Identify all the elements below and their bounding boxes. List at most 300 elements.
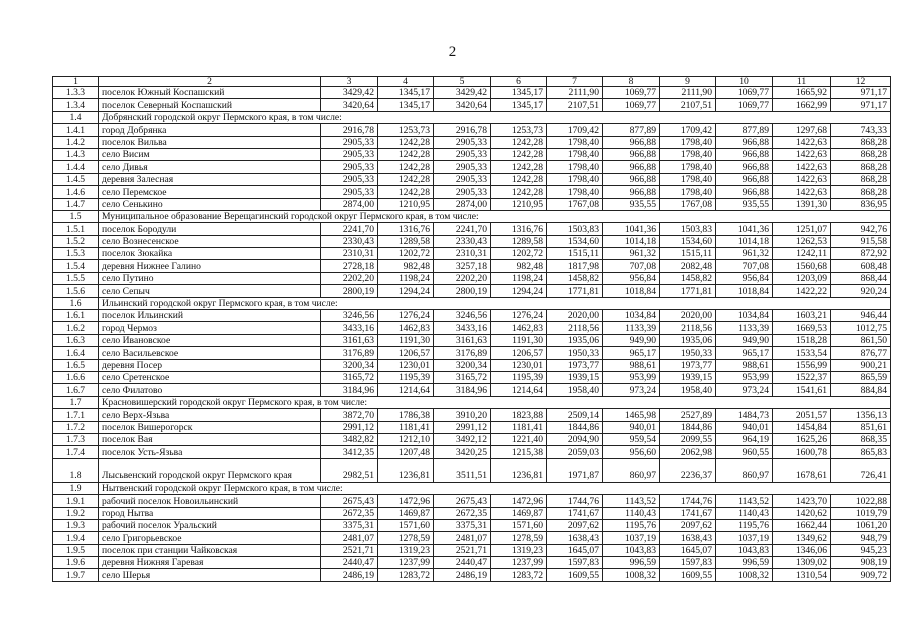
value-cell: 1069,77 [716, 87, 773, 99]
value-cell: 3165,72 [434, 371, 491, 383]
value-cell: 953,99 [603, 371, 660, 383]
settlement-name: село Григорьевское [99, 532, 321, 544]
value-cell: 3910,20 [434, 409, 491, 421]
table-row [53, 148, 891, 160]
row-code: 1.6.3 [53, 334, 99, 346]
settlement-name: село Перемское [99, 186, 321, 198]
table-row [53, 272, 891, 284]
value-cell: 1678,61 [773, 458, 831, 482]
value-cell: 945,23 [831, 544, 891, 556]
value-cell: 877,89 [603, 124, 660, 136]
value-cell: 961,32 [716, 248, 773, 260]
value-cell: 940,01 [603, 421, 660, 433]
value-cell: 961,32 [603, 248, 660, 260]
value-cell: 956,84 [716, 272, 773, 284]
value-cell: 861,50 [831, 334, 891, 346]
table-row [53, 186, 891, 198]
value-cell: 2330,43 [321, 235, 378, 247]
value-cell: 1458,82 [660, 272, 716, 284]
value-cell: 2527,89 [660, 409, 716, 421]
table-body [53, 77, 891, 582]
value-cell: 1462,83 [378, 322, 434, 334]
table-row [53, 458, 891, 482]
value-cell: 2062,98 [660, 446, 716, 458]
value-cell: 2991,12 [321, 421, 378, 433]
value-cell: 1798,40 [547, 148, 603, 160]
value-cell: 1609,55 [547, 569, 603, 581]
value-cell: 868,35 [831, 433, 891, 445]
row-code: 1.9.4 [53, 532, 99, 544]
value-cell: 1242,28 [491, 186, 547, 198]
value-cell: 1638,43 [660, 532, 716, 544]
row-code: 1.9.3 [53, 519, 99, 531]
section-row [53, 482, 891, 494]
header-row [53, 77, 891, 87]
settlement-name: город Нытва [99, 507, 321, 519]
value-cell: 3420,64 [434, 99, 491, 111]
value-cell: 1356,13 [831, 409, 891, 421]
value-cell: 1143,52 [716, 495, 773, 507]
table-row [53, 198, 891, 210]
value-cell: 1971,87 [547, 458, 603, 482]
value-cell: 1935,06 [547, 334, 603, 346]
value-cell: 3176,89 [321, 347, 378, 359]
row-code: 1.7.3 [53, 433, 99, 445]
value-cell: 1767,08 [660, 198, 716, 210]
value-cell: 966,88 [603, 186, 660, 198]
section-row [53, 297, 891, 309]
header-cell: 12 [831, 77, 891, 87]
settlement-name: поселок Зюкайка [99, 248, 321, 260]
value-cell: 3184,96 [321, 384, 378, 396]
table-row [53, 495, 891, 507]
section-row [53, 396, 891, 408]
value-cell: 1973,77 [547, 359, 603, 371]
value-cell: 965,17 [716, 347, 773, 359]
value-cell: 1143,52 [603, 495, 660, 507]
value-cell: 2874,00 [434, 198, 491, 210]
settlement-name: село Шерья [99, 569, 321, 581]
value-cell: 1195,76 [603, 519, 660, 531]
row-code: 1.8 [53, 458, 99, 482]
table-row [53, 359, 891, 371]
value-cell: 982,48 [378, 260, 434, 272]
value-cell: 1316,76 [378, 223, 434, 235]
value-cell: 1278,59 [378, 532, 434, 544]
row-code: 1.4.7 [53, 198, 99, 210]
value-cell: 966,88 [716, 148, 773, 160]
value-cell: 3420,64 [321, 99, 378, 111]
value-cell: 1242,28 [378, 173, 434, 185]
value-cell: 1458,82 [547, 272, 603, 284]
table-row [53, 519, 891, 531]
value-cell: 865,83 [831, 446, 891, 458]
section-title: Красновишерский городской округ Пермского края, в том числе: [99, 396, 891, 408]
value-cell: 966,88 [716, 173, 773, 185]
value-cell: 1935,06 [660, 334, 716, 346]
value-cell: 1191,30 [491, 334, 547, 346]
value-cell: 915,58 [831, 235, 891, 247]
value-cell: 3184,96 [434, 384, 491, 396]
value-cell: 877,89 [716, 124, 773, 136]
value-cell: 1534,60 [660, 235, 716, 247]
value-cell: 1349,62 [773, 532, 831, 544]
value-cell: 3420,25 [434, 446, 491, 458]
table-row [53, 433, 891, 445]
value-cell: 920,24 [831, 285, 891, 297]
value-cell: 1242,28 [491, 173, 547, 185]
value-cell: 2107,51 [547, 99, 603, 111]
value-cell: 964,19 [716, 433, 773, 445]
value-cell: 1597,83 [660, 557, 716, 569]
row-code: 1.3.4 [53, 99, 99, 111]
value-cell: 868,44 [831, 272, 891, 284]
value-cell: 1253,73 [378, 124, 434, 136]
value-cell: 1744,76 [660, 495, 716, 507]
value-cell: 1798,40 [660, 136, 716, 148]
settlement-name: поселок Ильинский [99, 310, 321, 322]
settlement-name: поселок Вильва [99, 136, 321, 148]
table-row [53, 322, 891, 334]
value-cell: 2202,20 [321, 272, 378, 284]
value-cell: 1638,43 [547, 532, 603, 544]
value-cell: 956,60 [603, 446, 660, 458]
value-cell: 1069,77 [603, 87, 660, 99]
row-code: 1.9.6 [53, 557, 99, 569]
value-cell: 1515,11 [547, 248, 603, 260]
value-cell: 956,84 [603, 272, 660, 284]
value-cell: 1043,83 [716, 544, 773, 556]
value-cell: 1043,83 [603, 544, 660, 556]
header-cell: 11 [773, 77, 831, 87]
value-cell: 1503,83 [547, 223, 603, 235]
value-cell: 1958,40 [547, 384, 603, 396]
value-cell: 1242,28 [378, 186, 434, 198]
section-title: Добрянский городской округ Пермского края, в том числе: [99, 111, 891, 123]
value-cell: 2111,90 [547, 87, 603, 99]
value-cell: 2094,90 [547, 433, 603, 445]
value-cell: 2905,33 [321, 161, 378, 173]
value-cell: 1798,40 [660, 161, 716, 173]
settlement-name: село Верх-Язьва [99, 409, 321, 421]
value-cell: 1206,57 [491, 347, 547, 359]
value-cell: 3872,70 [321, 409, 378, 421]
value-cell: 2728,18 [321, 260, 378, 272]
value-cell: 1251,07 [773, 223, 831, 235]
header-cell: 2 [99, 77, 321, 87]
value-cell: 1817,98 [547, 260, 603, 272]
row-code: 1.5 [53, 210, 99, 222]
value-cell: 1276,24 [491, 310, 547, 322]
value-cell: 1198,24 [378, 272, 434, 284]
value-cell: 3433,16 [321, 322, 378, 334]
value-cell: 1203,09 [773, 272, 831, 284]
row-code: 1.4.6 [53, 186, 99, 198]
value-cell: 966,88 [603, 161, 660, 173]
table-row [53, 421, 891, 433]
value-cell: 1242,28 [491, 161, 547, 173]
value-cell: 2521,71 [434, 544, 491, 556]
value-cell: 2020,00 [660, 310, 716, 322]
value-cell: 1345,17 [491, 99, 547, 111]
value-cell: 1798,40 [547, 136, 603, 148]
value-cell: 865,59 [831, 371, 891, 383]
value-cell: 1253,73 [491, 124, 547, 136]
settlement-name: село Путино [99, 272, 321, 284]
settlement-name: деревня Залесная [99, 173, 321, 185]
row-code: 1.6.7 [53, 384, 99, 396]
value-cell: 1541,61 [773, 384, 831, 396]
value-cell: 1465,98 [603, 409, 660, 421]
value-cell: 3492,12 [434, 433, 491, 445]
value-cell: 2481,07 [321, 532, 378, 544]
value-cell: 2991,12 [434, 421, 491, 433]
value-cell: 966,88 [716, 161, 773, 173]
section-title: Ильинский городской округ Пермского края, в том числе: [99, 297, 891, 309]
table-row [53, 260, 891, 272]
value-cell: 1215,38 [491, 446, 547, 458]
value-cell: 1316,76 [491, 223, 547, 235]
value-cell: 1008,32 [603, 569, 660, 581]
value-cell: 1140,43 [716, 507, 773, 519]
row-code: 1.9.5 [53, 544, 99, 556]
value-cell: 876,77 [831, 347, 891, 359]
value-cell: 2916,78 [321, 124, 378, 136]
row-code: 1.5.2 [53, 235, 99, 247]
value-cell: 966,88 [716, 136, 773, 148]
value-cell: 3511,51 [434, 458, 491, 482]
value-cell: 1786,38 [378, 409, 434, 421]
value-cell: 2905,33 [321, 136, 378, 148]
section-row [53, 111, 891, 123]
value-cell: 1662,44 [773, 519, 831, 531]
value-cell: 1008,32 [716, 569, 773, 581]
table-row [53, 285, 891, 297]
value-cell: 743,33 [831, 124, 891, 136]
value-cell: 1603,21 [773, 310, 831, 322]
value-cell: 2675,43 [321, 495, 378, 507]
value-cell: 1041,36 [716, 223, 773, 235]
value-cell: 1069,77 [716, 99, 773, 111]
value-cell: 1294,24 [378, 285, 434, 297]
value-cell: 946,44 [831, 310, 891, 322]
row-code: 1.6.6 [53, 371, 99, 383]
row-code: 1.9.1 [53, 495, 99, 507]
value-cell: 2330,43 [434, 235, 491, 247]
value-cell: 1283,72 [378, 569, 434, 581]
value-cell: 3412,35 [321, 446, 378, 458]
settlement-name: поселок Усть-Язьва [99, 446, 321, 458]
table-row [53, 507, 891, 519]
value-cell: 2118,56 [547, 322, 603, 334]
settlement-name: Лысьвенский городской округ Пермского края [99, 458, 321, 482]
value-cell: 1018,84 [603, 285, 660, 297]
value-cell: 608,48 [831, 260, 891, 272]
table-row [53, 161, 891, 173]
settlement-name: деревня Нижнее Галино [99, 260, 321, 272]
value-cell: 1669,53 [773, 322, 831, 334]
value-cell: 1041,36 [603, 223, 660, 235]
row-code: 1.7.1 [53, 409, 99, 421]
value-cell: 988,61 [716, 359, 773, 371]
value-cell: 726,41 [831, 458, 891, 482]
value-cell: 1014,18 [716, 235, 773, 247]
row-code: 1.4.5 [53, 173, 99, 185]
settlement-name: поселок при станции Чайковская [99, 544, 321, 556]
value-cell: 2107,51 [660, 99, 716, 111]
settlement-name: село Сретенское [99, 371, 321, 383]
value-cell: 2310,31 [434, 248, 491, 260]
value-cell: 2982,51 [321, 458, 378, 482]
value-cell: 909,72 [831, 569, 891, 581]
value-cell: 1560,68 [773, 260, 831, 272]
row-code: 1.6 [53, 297, 99, 309]
value-cell: 1069,77 [603, 99, 660, 111]
value-cell: 2082,48 [660, 260, 716, 272]
value-cell: 973,24 [603, 384, 660, 396]
table-row [53, 99, 891, 111]
value-cell: 1181,41 [491, 421, 547, 433]
row-code: 1.3.3 [53, 87, 99, 99]
value-cell: 1319,23 [378, 544, 434, 556]
value-cell: 1534,60 [547, 235, 603, 247]
value-cell: 966,88 [603, 148, 660, 160]
value-cell: 1844,86 [660, 421, 716, 433]
value-cell: 1133,39 [603, 322, 660, 334]
row-code: 1.7.4 [53, 446, 99, 458]
value-cell: 971,17 [831, 87, 891, 99]
value-cell: 1422,63 [773, 173, 831, 185]
value-cell: 1462,83 [491, 322, 547, 334]
header-cell: 8 [603, 77, 660, 87]
table-row [53, 235, 891, 247]
value-cell: 2905,33 [434, 173, 491, 185]
value-cell: 966,88 [603, 173, 660, 185]
header-cell: 4 [378, 77, 434, 87]
value-cell: 1939,15 [660, 371, 716, 383]
value-cell: 2675,43 [434, 495, 491, 507]
value-cell: 1237,99 [491, 557, 547, 569]
value-cell: 3200,34 [434, 359, 491, 371]
value-cell: 3161,63 [321, 334, 378, 346]
settlement-name: деревня Посер [99, 359, 321, 371]
value-cell: 1484,73 [716, 409, 773, 421]
value-cell: 959,54 [603, 433, 660, 445]
row-code: 1.9 [53, 482, 99, 494]
value-cell: 1198,24 [491, 272, 547, 284]
value-cell: 1242,28 [378, 136, 434, 148]
value-cell: 1798,40 [660, 148, 716, 160]
value-cell: 935,55 [603, 198, 660, 210]
value-cell: 971,17 [831, 99, 891, 111]
value-cell: 1522,37 [773, 371, 831, 383]
value-cell: 1210,95 [491, 198, 547, 210]
value-cell: 1469,87 [491, 507, 547, 519]
value-cell: 1195,39 [491, 371, 547, 383]
value-cell: 1206,57 [378, 347, 434, 359]
section-row [53, 210, 891, 222]
value-cell: 1195,39 [378, 371, 434, 383]
value-cell: 1709,42 [547, 124, 603, 136]
value-cell: 707,08 [716, 260, 773, 272]
value-cell: 707,08 [603, 260, 660, 272]
value-cell: 1346,06 [773, 544, 831, 556]
table-row [53, 569, 891, 581]
value-cell: 1422,63 [773, 186, 831, 198]
row-code: 1.5.6 [53, 285, 99, 297]
settlement-name: село Сенькино [99, 198, 321, 210]
value-cell: 1242,28 [491, 148, 547, 160]
value-cell: 1645,07 [547, 544, 603, 556]
value-cell: 1214,64 [378, 384, 434, 396]
value-cell: 1600,78 [773, 446, 831, 458]
value-cell: 1037,19 [603, 532, 660, 544]
row-code: 1.4 [53, 111, 99, 123]
value-cell: 1798,40 [547, 173, 603, 185]
value-cell: 2905,33 [434, 161, 491, 173]
value-cell: 2916,78 [434, 124, 491, 136]
settlement-name: поселок Бородули [99, 223, 321, 235]
value-cell: 2481,07 [434, 532, 491, 544]
value-cell: 1798,40 [547, 161, 603, 173]
value-cell: 868,28 [831, 173, 891, 185]
value-cell: 2905,33 [321, 186, 378, 198]
value-cell: 1289,58 [378, 235, 434, 247]
value-cell: 1345,17 [378, 87, 434, 99]
value-cell: 2800,19 [321, 285, 378, 297]
table-row [53, 384, 891, 396]
value-cell: 2486,19 [434, 569, 491, 581]
value-cell: 2486,19 [321, 569, 378, 581]
value-cell: 1236,81 [378, 458, 434, 482]
value-cell: 1556,99 [773, 359, 831, 371]
value-cell: 2440,47 [434, 557, 491, 569]
value-cell: 1798,40 [660, 186, 716, 198]
value-cell: 1319,23 [491, 544, 547, 556]
value-cell: 1798,40 [660, 173, 716, 185]
value-cell: 1212,10 [378, 433, 434, 445]
value-cell: 940,01 [716, 421, 773, 433]
value-cell: 2440,47 [321, 557, 378, 569]
settlement-name: село Ивановское [99, 334, 321, 346]
value-cell: 1014,18 [603, 235, 660, 247]
value-cell: 3246,56 [434, 310, 491, 322]
row-code: 1.5.4 [53, 260, 99, 272]
value-cell: 1422,22 [773, 285, 831, 297]
value-cell: 1276,24 [378, 310, 434, 322]
value-cell: 1662,99 [773, 99, 831, 111]
header-cell: 6 [491, 77, 547, 87]
value-cell: 3246,56 [321, 310, 378, 322]
value-cell: 2236,37 [660, 458, 716, 482]
settlement-name: село Висим [99, 148, 321, 160]
value-cell: 1844,86 [547, 421, 603, 433]
value-cell: 1950,33 [660, 347, 716, 359]
table-row [53, 334, 891, 346]
value-cell: 965,17 [603, 347, 660, 359]
value-cell: 1609,55 [660, 569, 716, 581]
value-cell: 960,55 [716, 446, 773, 458]
value-cell: 884,84 [831, 384, 891, 396]
value-cell: 2020,00 [547, 310, 603, 322]
value-cell: 1309,02 [773, 557, 831, 569]
value-cell: 836,95 [831, 198, 891, 210]
header-cell: 3 [321, 77, 378, 87]
value-cell: 1771,81 [547, 285, 603, 297]
value-cell: 1422,63 [773, 161, 831, 173]
page-number: 2 [448, 44, 457, 60]
header-cell: 10 [716, 77, 773, 87]
